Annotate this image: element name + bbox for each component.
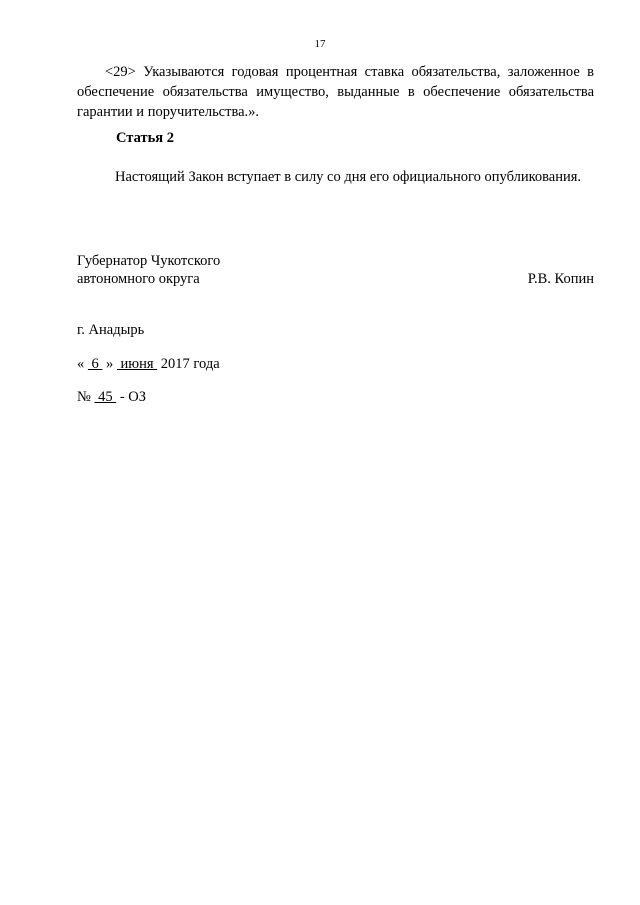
date-day: 6 [87, 356, 103, 372]
signature-position-line2: автономного округа [77, 271, 200, 287]
law-number-prefix: № [77, 389, 95, 405]
signature-row [77, 270, 594, 288]
page-number: 17 [314, 38, 326, 50]
article-title: Статья 2 [116, 130, 174, 146]
article-body: Настоящий Закон вступает в силу со дня его официального опубликования. [115, 169, 582, 185]
date-month: июня [116, 356, 158, 372]
date-open-quote: « [77, 356, 88, 372]
signature-block [77, 252, 594, 288]
law-number-value: 45 [94, 389, 117, 405]
law-number-line [77, 389, 146, 406]
date-year: 2017 года [157, 356, 220, 372]
date-close-quote: » [102, 356, 117, 372]
footnote-paragraph: <29> Указываются годовая процентная ставка обязательства, заложенное в обеспечение обязательства имущество, выданные в обеспечение обязательства гарантии и поручительства.». [77, 64, 594, 120]
law-number-suffix: - ОЗ [116, 389, 147, 405]
signatory-name: Р.В. Копин [527, 271, 594, 287]
signature-position-line1: Губернатор Чукотского [77, 253, 221, 269]
city-line: г. Анадырь [77, 322, 145, 338]
date-line [77, 356, 220, 373]
